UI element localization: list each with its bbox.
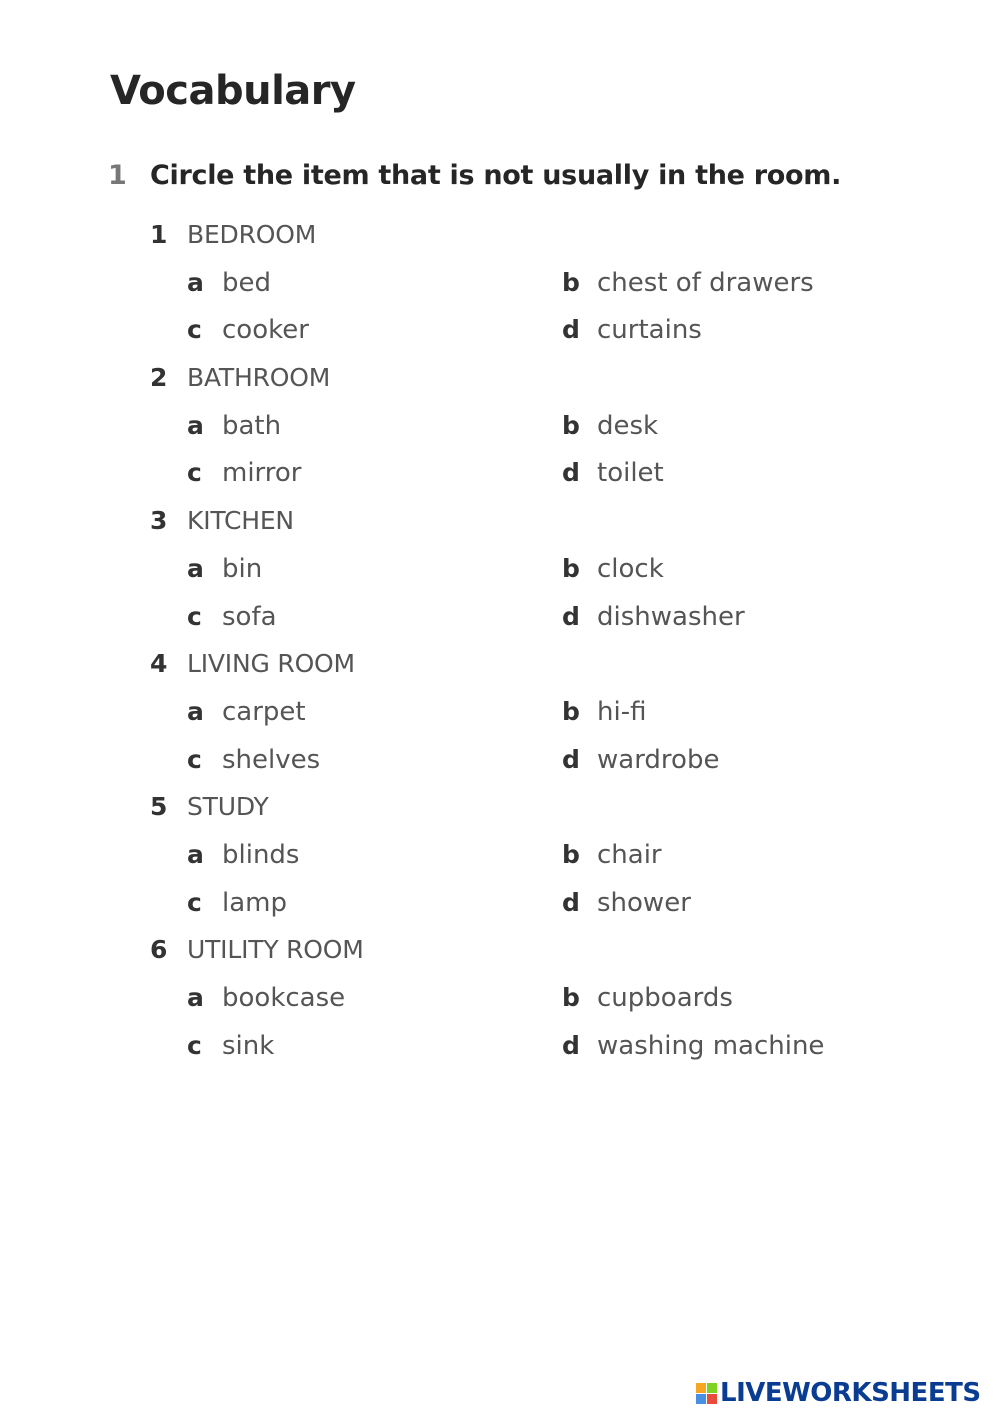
option-letter: d [562,1030,580,1060]
option-b[interactable] [562,983,733,1013]
option-word: bath [222,410,282,441]
option-b[interactable] [562,697,646,727]
option-letter: c [187,601,202,631]
option-word: shelves [222,744,321,775]
logo-mark-icon [696,1383,717,1404]
option-b[interactable] [562,411,658,441]
option-a[interactable] [187,840,299,870]
question-5 [0,786,1000,929]
option-letter: a [187,696,204,726]
option-d[interactable] [562,315,702,345]
option-word: cupboards [597,983,733,1013]
option-letter: d [562,458,580,488]
exercise-number: 1 [108,160,127,191]
option-b[interactable] [562,840,662,870]
option-d[interactable] [562,458,664,488]
option-letter: c [187,887,202,917]
liveworksheets-logo[interactable] [696,1376,981,1410]
option-letter: b [562,267,580,297]
option-word: shower [597,887,691,918]
option-letter: d [562,601,580,631]
question-6 [0,929,1000,1072]
option-letter: c [187,744,202,774]
option-d[interactable] [562,602,745,632]
option-word: bookcase [222,983,346,1013]
option-word: dishwasher [597,601,745,632]
instruction-text: Circle the item that is not usually in the room. [150,160,842,191]
question-3 [0,500,1000,643]
option-b[interactable] [562,554,664,584]
room-name: KITCHEN [187,506,294,536]
logo-square [696,1383,706,1393]
option-d[interactable] [562,888,691,918]
question-2 [0,357,1000,500]
option-word: hi-fi [597,696,647,727]
option-word: lamp [222,887,287,918]
option-letter: d [562,744,580,774]
option-c[interactable] [187,315,309,345]
room-name: BATHROOM [187,363,331,393]
logo-square [696,1394,706,1404]
question-4 [0,643,1000,786]
option-a[interactable] [187,983,345,1013]
option-word: chair [597,839,662,870]
option-letter: b [562,553,580,583]
option-letter: d [562,887,580,917]
logo-text: LIVEWORKSHEETS [720,1378,981,1408]
option-a[interactable] [187,554,262,584]
option-letter: c [187,1030,202,1060]
option-word: mirror [222,458,302,489]
option-c[interactable] [187,745,320,775]
option-word: sink [222,1030,275,1061]
room-name: BEDROOM [187,220,317,249]
option-d[interactable] [562,1031,824,1061]
option-letter: a [187,983,204,1012]
option-a[interactable] [187,268,271,298]
option-letter: a [187,839,204,869]
option-word: blinds [222,839,300,870]
option-letter: b [562,410,580,440]
option-d[interactable] [562,745,719,775]
question-number: 2 [150,363,168,393]
question-number: 3 [150,506,168,536]
option-word: toilet [597,458,664,489]
question-number: 1 [150,220,168,249]
question-1 [0,214,1000,357]
logo-square [707,1394,717,1404]
room-name: UTILITY ROOM [187,935,364,965]
option-word: carpet [222,696,306,727]
option-c[interactable] [187,1031,274,1061]
option-word: chest of drawers [597,267,814,298]
option-c[interactable] [187,458,302,488]
option-a[interactable] [187,697,306,727]
option-letter: b [562,839,580,869]
option-word: sofa [222,601,277,632]
option-letter: a [187,553,204,583]
option-b[interactable] [562,268,814,298]
option-letter: b [562,696,580,726]
question-number: 6 [150,935,168,965]
question-list [0,214,1000,1072]
question-number: 4 [150,649,168,679]
option-letter: c [187,315,202,345]
option-word: bin [222,553,263,584]
option-word: washing machine [597,1030,825,1061]
option-word: curtains [597,315,702,346]
room-name: LIVING ROOM [187,649,355,679]
option-word: cooker [222,315,309,346]
option-letter: a [187,410,204,440]
option-a[interactable] [187,411,281,441]
option-c[interactable] [187,602,277,632]
page-title: Vocabulary [110,68,356,114]
option-word: clock [597,553,664,584]
room-name: STUDY [187,792,269,822]
option-word: wardrobe [597,744,720,775]
option-letter: a [187,267,204,297]
logo-square [707,1383,717,1393]
option-word: desk [597,410,659,441]
option-letter: b [562,983,580,1012]
option-letter: d [562,315,580,345]
option-c[interactable] [187,888,287,918]
question-number: 5 [150,792,168,822]
option-letter: c [187,458,202,488]
option-word: bed [222,267,272,298]
